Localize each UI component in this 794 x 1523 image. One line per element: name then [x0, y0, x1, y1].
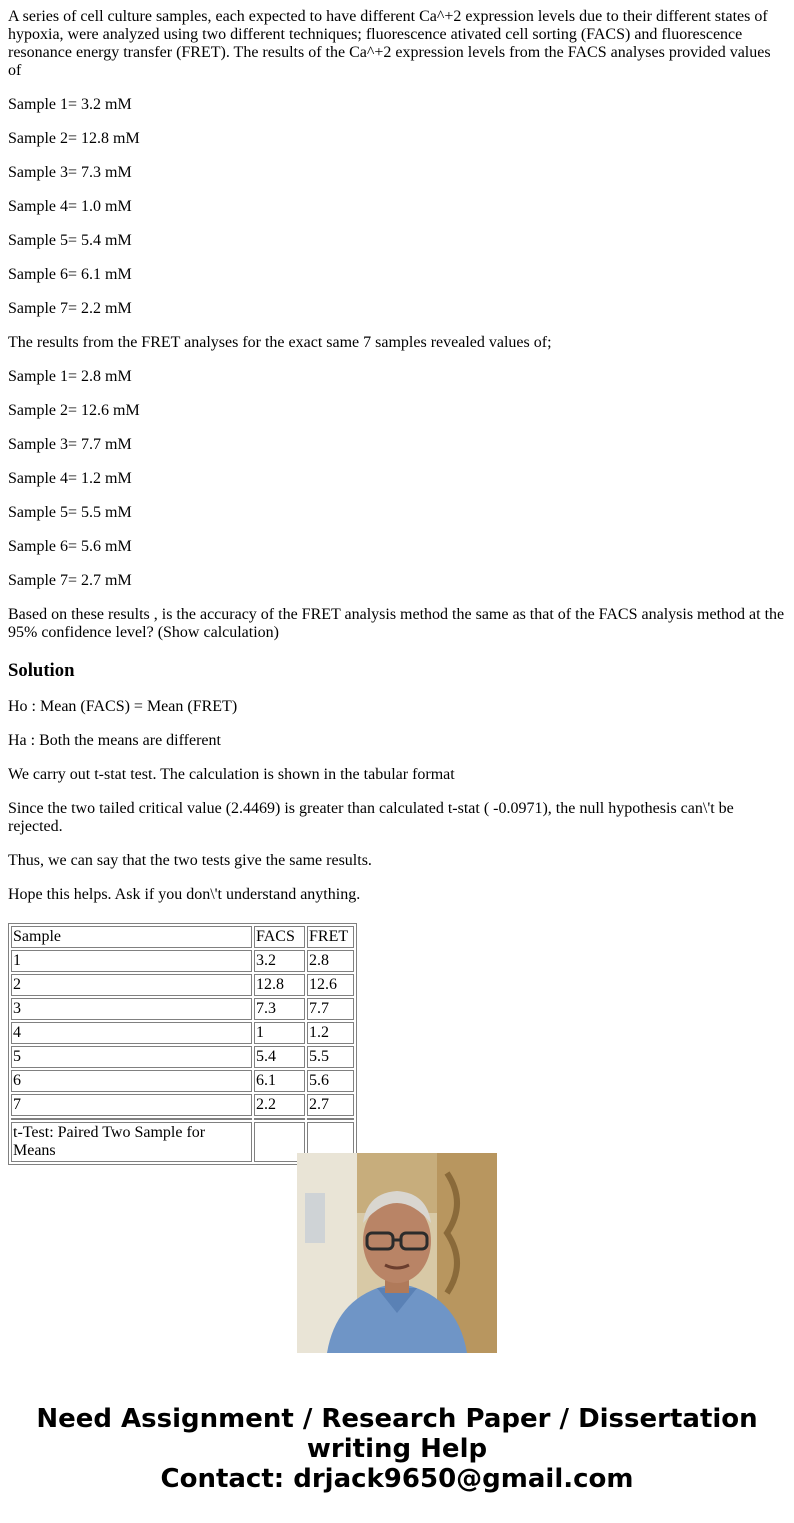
solution-paragraph: Ho : Mean (FACS) = Mean (FRET)	[8, 698, 238, 715]
table-row	[11, 1094, 354, 1116]
facs-value: Sample 2= 12.8 mM	[8, 130, 140, 147]
facs-value: Sample 1= 3.2 mM	[8, 96, 132, 113]
table-row	[11, 1118, 354, 1120]
question-intro: A series of cell culture samples, each expected to have different Ca^+2 expression levels due to their different states of hypoxia, were analyzed using two different techniques; fluorescence ativated cell sorting (FACS) and fluorescence resonance energy transfer (FRET). The results of the Ca^+2 expression levels from the FACS analyses provided values of	[8, 8, 771, 79]
table-cell: 3.2	[254, 950, 305, 972]
table-cell: 1	[11, 950, 252, 972]
table-cell	[11, 1118, 252, 1120]
results-table-container	[8, 923, 368, 1159]
table-row	[11, 926, 354, 948]
table-cell: 5.6	[307, 1070, 354, 1092]
table-cell: 6	[11, 1070, 252, 1092]
table-cell: 2.7	[307, 1094, 354, 1116]
solution-paragraph: Thus, we can say that the two tests give the same results.	[8, 852, 372, 869]
fret-intro: The results from the FRET analyses for the exact same 7 samples revealed values of;	[8, 334, 552, 351]
footer-line: writing Help	[306, 1434, 488, 1464]
table-row	[11, 1070, 354, 1092]
solution-paragraph: Hope this helps. Ask if you don\'t understand anything.	[8, 886, 361, 903]
table-cell: FRET	[307, 926, 354, 948]
fret-value: Sample 2= 12.6 mM	[8, 402, 140, 419]
table-row	[11, 1022, 354, 1044]
table-cell: 1.2	[307, 1022, 354, 1044]
fret-value: Sample 4= 1.2 mM	[8, 470, 132, 487]
fret-values-list	[8, 368, 786, 590]
fret-value: Sample 3= 7.7 mM	[8, 436, 132, 453]
facs-value: Sample 3= 7.3 mM	[8, 164, 132, 181]
avatar	[297, 1153, 497, 1353]
fret-value: Sample 1= 2.8 mM	[8, 368, 132, 385]
fret-value: Sample 5= 5.5 mM	[8, 504, 132, 521]
table-cell: 5	[11, 1046, 252, 1068]
table-cell: 12.6	[307, 974, 354, 996]
table-cell: 2.2	[254, 1094, 305, 1116]
table-cell: 6.1	[254, 1070, 305, 1092]
solution-heading: Solution	[8, 660, 75, 681]
table-cell: 1	[254, 1022, 305, 1044]
table-cell: 7.3	[254, 998, 305, 1020]
solution-paragraph: Ha : Both the means are different	[8, 732, 221, 749]
table-cell: 5.5	[307, 1046, 354, 1068]
table-row	[11, 1046, 354, 1068]
contact-email: Contact: drjack9650@gmail.com	[160, 1464, 634, 1494]
document-body	[8, 8, 786, 920]
author-portrait	[297, 1153, 497, 1353]
table-cell: Sample	[11, 926, 252, 948]
table-cell: 2.8	[307, 950, 354, 972]
table-cell	[254, 1118, 305, 1120]
fret-value: Sample 7= 2.7 mM	[8, 572, 132, 589]
table-cell	[307, 1118, 354, 1120]
fret-value: Sample 6= 5.6 mM	[8, 538, 132, 555]
facs-value: Sample 5= 5.4 mM	[8, 232, 132, 249]
solution-paragraph: Since the two tailed critical value (2.4469) is greater than calculated t-stat ( -0.0971), the null hypothesis can\'t be rejected.	[8, 800, 734, 835]
table-row	[11, 950, 354, 972]
results-table	[8, 923, 357, 1165]
solution-paragraph: We carry out t-stat test. The calculation is shown in the tabular format	[8, 766, 455, 783]
footer-line: Need Assignment / Research Paper / Dissertation	[36, 1404, 758, 1434]
table-row	[11, 998, 354, 1020]
table-cell: FACS	[254, 926, 305, 948]
facs-value: Sample 6= 6.1 mM	[8, 266, 132, 283]
table-row	[11, 974, 354, 996]
footer-banner	[0, 1404, 794, 1494]
facs-values-list	[8, 96, 786, 318]
facs-value: Sample 7= 2.2 mM	[8, 300, 132, 317]
table-cell: 7.7	[307, 998, 354, 1020]
table-cell: t-Test: Paired Two Sample for Means	[11, 1122, 252, 1162]
table-cell: 5.4	[254, 1046, 305, 1068]
table-cell: 3	[11, 998, 252, 1020]
facs-value: Sample 4= 1.0 mM	[8, 198, 132, 215]
table-cell: 12.8	[254, 974, 305, 996]
table-cell: 7	[11, 1094, 252, 1116]
table-cell: 4	[11, 1022, 252, 1044]
table-cell: 2	[11, 974, 252, 996]
question-prompt: Based on these results , is the accuracy of the FRET analysis method the same as that of the FACS analysis method at the 95% confidence level? (Show calculation)	[8, 606, 785, 641]
